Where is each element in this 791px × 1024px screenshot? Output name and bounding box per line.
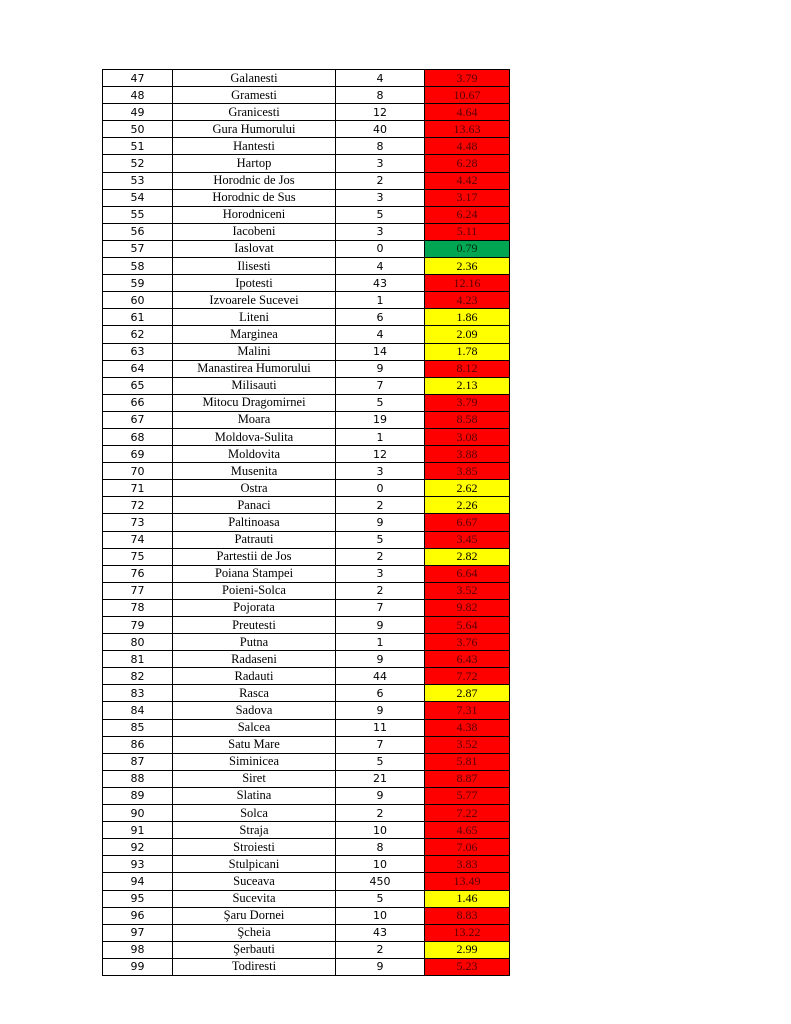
table-row [103,634,510,651]
case-count-cell: 0 [336,480,425,497]
case-count-cell: 2 [336,941,425,958]
locality-name-cell: Şerbauti [173,941,336,958]
table-row [103,958,510,975]
table-row [103,258,510,275]
table-row [103,189,510,206]
incidence-rate-cell: 3.08 [425,428,510,445]
table-row [103,104,510,121]
table-row [103,565,510,582]
locality-name-cell: Iacobeni [173,223,336,240]
table-row [103,702,510,719]
locality-name-cell: Siret [173,770,336,787]
incidence-rate-cell: 4.64 [425,104,510,121]
locality-name-cell: Radaseni [173,651,336,668]
case-count-cell: 5 [336,206,425,223]
row-number-cell: 73 [103,514,173,531]
locality-name-cell: Pojorata [173,599,336,616]
incidence-rate-cell: 5.23 [425,958,510,975]
case-count-cell: 4 [336,70,425,87]
row-number-cell: 99 [103,958,173,975]
locality-name-cell: Iaslovat [173,240,336,257]
row-number-cell: 91 [103,822,173,839]
row-number-cell: 60 [103,292,173,309]
locality-name-cell: Stroiesti [173,839,336,856]
incidence-rate-cell: 10.67 [425,87,510,104]
table-row [103,172,510,189]
row-number-cell: 74 [103,531,173,548]
incidence-rate-cell: 4.38 [425,719,510,736]
case-count-cell: 9 [336,958,425,975]
case-count-cell: 9 [336,514,425,531]
locality-name-cell: Partestii de Jos [173,548,336,565]
locality-name-cell: Slatina [173,787,336,804]
case-count-cell: 7 [336,736,425,753]
locality-name-cell: Marginea [173,326,336,343]
locality-name-cell: Poiana Stampei [173,565,336,582]
case-count-cell: 7 [336,599,425,616]
case-count-cell: 0 [336,240,425,257]
incidence-rate-cell: 5.81 [425,753,510,770]
incidence-rate-cell: 2.09 [425,326,510,343]
case-count-cell: 5 [336,753,425,770]
incidence-rate-cell: 2.36 [425,258,510,275]
table-row [103,497,510,514]
case-count-cell: 2 [336,805,425,822]
table-row [103,685,510,702]
locality-name-cell: Putna [173,634,336,651]
row-number-cell: 48 [103,87,173,104]
table-row [103,70,510,87]
table-row [103,223,510,240]
row-number-cell: 93 [103,856,173,873]
table-row [103,890,510,907]
incidence-rate-cell: 3.79 [425,70,510,87]
incidence-table-body [103,70,510,976]
locality-name-cell: Şaru Dornei [173,907,336,924]
row-number-cell: 94 [103,873,173,890]
row-number-cell: 69 [103,446,173,463]
table-row [103,617,510,634]
table-row [103,582,510,599]
table-row [103,480,510,497]
case-count-cell: 2 [336,172,425,189]
incidence-rate-cell: 13.63 [425,121,510,138]
locality-name-cell: Ilisesti [173,258,336,275]
case-count-cell: 21 [336,770,425,787]
table-row [103,531,510,548]
incidence-rate-cell: 3.88 [425,446,510,463]
row-number-cell: 92 [103,839,173,856]
case-count-cell: 12 [336,104,425,121]
row-number-cell: 90 [103,805,173,822]
row-number-cell: 68 [103,428,173,445]
row-number-cell: 98 [103,941,173,958]
row-number-cell: 52 [103,155,173,172]
locality-name-cell: Paltinoasa [173,514,336,531]
case-count-cell: 5 [336,890,425,907]
table-row [103,548,510,565]
case-count-cell: 11 [336,719,425,736]
locality-name-cell: Milisauti [173,377,336,394]
table-row [103,736,510,753]
locality-name-cell: Hantesti [173,138,336,155]
locality-name-cell: Horodnic de Sus [173,189,336,206]
incidence-rate-cell: 12.16 [425,275,510,292]
incidence-rate-cell: 5.11 [425,223,510,240]
incidence-rate-cell: 9.82 [425,599,510,616]
row-number-cell: 63 [103,343,173,360]
incidence-rate-cell: 8.87 [425,770,510,787]
table-row [103,856,510,873]
table-row [103,668,510,685]
incidence-rate-cell: 1.86 [425,309,510,326]
row-number-cell: 47 [103,70,173,87]
locality-name-cell: Siminicea [173,753,336,770]
incidence-rate-cell: 6.24 [425,206,510,223]
incidence-rate-cell: 1.78 [425,343,510,360]
incidence-rate-cell: 4.48 [425,138,510,155]
case-count-cell: 1 [336,428,425,445]
case-count-cell: 9 [336,702,425,719]
row-number-cell: 84 [103,702,173,719]
locality-name-cell: Horodnic de Jos [173,172,336,189]
locality-name-cell: Radauti [173,668,336,685]
table-row [103,155,510,172]
row-number-cell: 49 [103,104,173,121]
incidence-rate-cell: 2.99 [425,941,510,958]
case-count-cell: 6 [336,685,425,702]
table-row [103,719,510,736]
case-count-cell: 9 [336,787,425,804]
table-row [103,428,510,445]
incidence-rate-cell: 3.79 [425,394,510,411]
table-row [103,240,510,257]
incidence-rate-cell: 4.65 [425,822,510,839]
case-count-cell: 450 [336,873,425,890]
incidence-rate-cell: 7.72 [425,668,510,685]
locality-name-cell: Granicesti [173,104,336,121]
row-number-cell: 82 [103,668,173,685]
locality-name-cell: Todiresti [173,958,336,975]
case-count-cell: 10 [336,822,425,839]
locality-name-cell: Liteni [173,309,336,326]
table-row [103,326,510,343]
incidence-rate-cell: 2.26 [425,497,510,514]
locality-name-cell: Preutesti [173,617,336,634]
case-count-cell: 9 [336,617,425,634]
incidence-rate-cell: 8.83 [425,907,510,924]
table-row [103,770,510,787]
locality-name-cell: Satu Mare [173,736,336,753]
case-count-cell: 3 [336,463,425,480]
case-count-cell: 3 [336,565,425,582]
row-number-cell: 81 [103,651,173,668]
case-count-cell: 10 [336,856,425,873]
row-number-cell: 79 [103,617,173,634]
incidence-rate-cell: 6.43 [425,651,510,668]
row-number-cell: 53 [103,172,173,189]
case-count-cell: 2 [336,497,425,514]
table-row [103,343,510,360]
locality-name-cell: Galanesti [173,70,336,87]
case-count-cell: 44 [336,668,425,685]
incidence-rate-cell: 3.17 [425,189,510,206]
table-row [103,839,510,856]
case-count-cell: 8 [336,138,425,155]
locality-name-cell: Şcheia [173,924,336,941]
row-number-cell: 85 [103,719,173,736]
row-number-cell: 56 [103,223,173,240]
case-count-cell: 1 [336,634,425,651]
locality-name-cell: Salcea [173,719,336,736]
incidence-rate-cell: 3.52 [425,736,510,753]
row-number-cell: 67 [103,411,173,428]
locality-name-cell: Gramesti [173,87,336,104]
locality-name-cell: Moldova-Sulita [173,428,336,445]
table-row [103,377,510,394]
incidence-rate-cell: 6.67 [425,514,510,531]
case-count-cell: 8 [336,87,425,104]
incidence-rate-cell: 6.28 [425,155,510,172]
table-row [103,87,510,104]
case-count-cell: 12 [336,446,425,463]
incidence-rate-cell: 3.45 [425,531,510,548]
locality-name-cell: Suceava [173,873,336,890]
table-row [103,651,510,668]
case-count-cell: 4 [336,258,425,275]
locality-name-cell: Horodniceni [173,206,336,223]
incidence-rate-cell: 0.79 [425,240,510,257]
locality-name-cell: Panaci [173,497,336,514]
row-number-cell: 86 [103,736,173,753]
case-count-cell: 9 [336,651,425,668]
table-row [103,206,510,223]
row-number-cell: 50 [103,121,173,138]
table-row [103,907,510,924]
incidence-rate-cell: 13.22 [425,924,510,941]
locality-name-cell: Poieni-Solca [173,582,336,599]
row-number-cell: 88 [103,770,173,787]
row-number-cell: 87 [103,753,173,770]
row-number-cell: 83 [103,685,173,702]
locality-name-cell: Malini [173,343,336,360]
table-row [103,924,510,941]
row-number-cell: 78 [103,599,173,616]
incidence-rate-cell: 4.42 [425,172,510,189]
row-number-cell: 75 [103,548,173,565]
incidence-rate-cell: 7.31 [425,702,510,719]
table-row [103,446,510,463]
row-number-cell: 54 [103,189,173,206]
row-number-cell: 66 [103,394,173,411]
incidence-rate-cell: 6.64 [425,565,510,582]
locality-name-cell: Straja [173,822,336,839]
incidence-rate-cell: 8.58 [425,411,510,428]
case-count-cell: 2 [336,548,425,565]
row-number-cell: 70 [103,463,173,480]
table-row [103,121,510,138]
row-number-cell: 95 [103,890,173,907]
table-row [103,599,510,616]
incidence-table [102,69,510,976]
locality-name-cell: Moldovita [173,446,336,463]
case-count-cell: 7 [336,377,425,394]
case-count-cell: 19 [336,411,425,428]
locality-name-cell: Manastirea Humorului [173,360,336,377]
locality-name-cell: Hartop [173,155,336,172]
case-count-cell: 43 [336,275,425,292]
table-row [103,873,510,890]
incidence-rate-cell: 5.77 [425,787,510,804]
case-count-cell: 5 [336,531,425,548]
incidence-rate-cell: 1.46 [425,890,510,907]
table-row [103,463,510,480]
case-count-cell: 3 [336,189,425,206]
case-count-cell: 3 [336,223,425,240]
table-row [103,787,510,804]
table-row [103,138,510,155]
table-row [103,394,510,411]
table-row [103,411,510,428]
locality-name-cell: Sadova [173,702,336,719]
incidence-rate-cell: 3.52 [425,582,510,599]
locality-name-cell: Solca [173,805,336,822]
case-count-cell: 43 [336,924,425,941]
table-row [103,292,510,309]
incidence-rate-cell: 7.06 [425,839,510,856]
row-number-cell: 77 [103,582,173,599]
row-number-cell: 97 [103,924,173,941]
incidence-rate-cell: 2.13 [425,377,510,394]
locality-name-cell: Ipotesti [173,275,336,292]
case-count-cell: 10 [336,907,425,924]
row-number-cell: 96 [103,907,173,924]
incidence-rate-cell: 8.12 [425,360,510,377]
incidence-rate-cell: 2.62 [425,480,510,497]
incidence-rate-cell: 13.49 [425,873,510,890]
incidence-rate-cell: 7.22 [425,805,510,822]
case-count-cell: 9 [336,360,425,377]
case-count-cell: 14 [336,343,425,360]
row-number-cell: 64 [103,360,173,377]
table-row [103,805,510,822]
row-number-cell: 65 [103,377,173,394]
table-row [103,275,510,292]
locality-name-cell: Ostra [173,480,336,497]
case-count-cell: 3 [336,155,425,172]
case-count-cell: 4 [336,326,425,343]
row-number-cell: 59 [103,275,173,292]
locality-name-cell: Musenita [173,463,336,480]
row-number-cell: 76 [103,565,173,582]
case-count-cell: 2 [336,582,425,599]
table-row [103,514,510,531]
row-number-cell: 61 [103,309,173,326]
table-row [103,941,510,958]
incidence-rate-cell: 5.64 [425,617,510,634]
table-row [103,360,510,377]
incidence-rate-cell: 2.87 [425,685,510,702]
row-number-cell: 89 [103,787,173,804]
row-number-cell: 57 [103,240,173,257]
row-number-cell: 71 [103,480,173,497]
case-count-cell: 1 [336,292,425,309]
case-count-cell: 8 [336,839,425,856]
row-number-cell: 62 [103,326,173,343]
locality-name-cell: Moara [173,411,336,428]
case-count-cell: 5 [336,394,425,411]
incidence-rate-cell: 3.76 [425,634,510,651]
table-row [103,309,510,326]
locality-name-cell: Mitocu Dragomirnei [173,394,336,411]
row-number-cell: 58 [103,258,173,275]
locality-name-cell: Rasca [173,685,336,702]
row-number-cell: 80 [103,634,173,651]
locality-name-cell: Sucevita [173,890,336,907]
row-number-cell: 51 [103,138,173,155]
incidence-rate-cell: 4.23 [425,292,510,309]
locality-name-cell: Izvoarele Sucevei [173,292,336,309]
locality-name-cell: Gura Humorului [173,121,336,138]
row-number-cell: 72 [103,497,173,514]
locality-name-cell: Patrauti [173,531,336,548]
case-count-cell: 6 [336,309,425,326]
table-row [103,753,510,770]
incidence-rate-cell: 2.82 [425,548,510,565]
case-count-cell: 40 [336,121,425,138]
incidence-rate-cell: 3.85 [425,463,510,480]
table-row [103,822,510,839]
incidence-rate-cell: 3.83 [425,856,510,873]
locality-name-cell: Stulpicani [173,856,336,873]
row-number-cell: 55 [103,206,173,223]
